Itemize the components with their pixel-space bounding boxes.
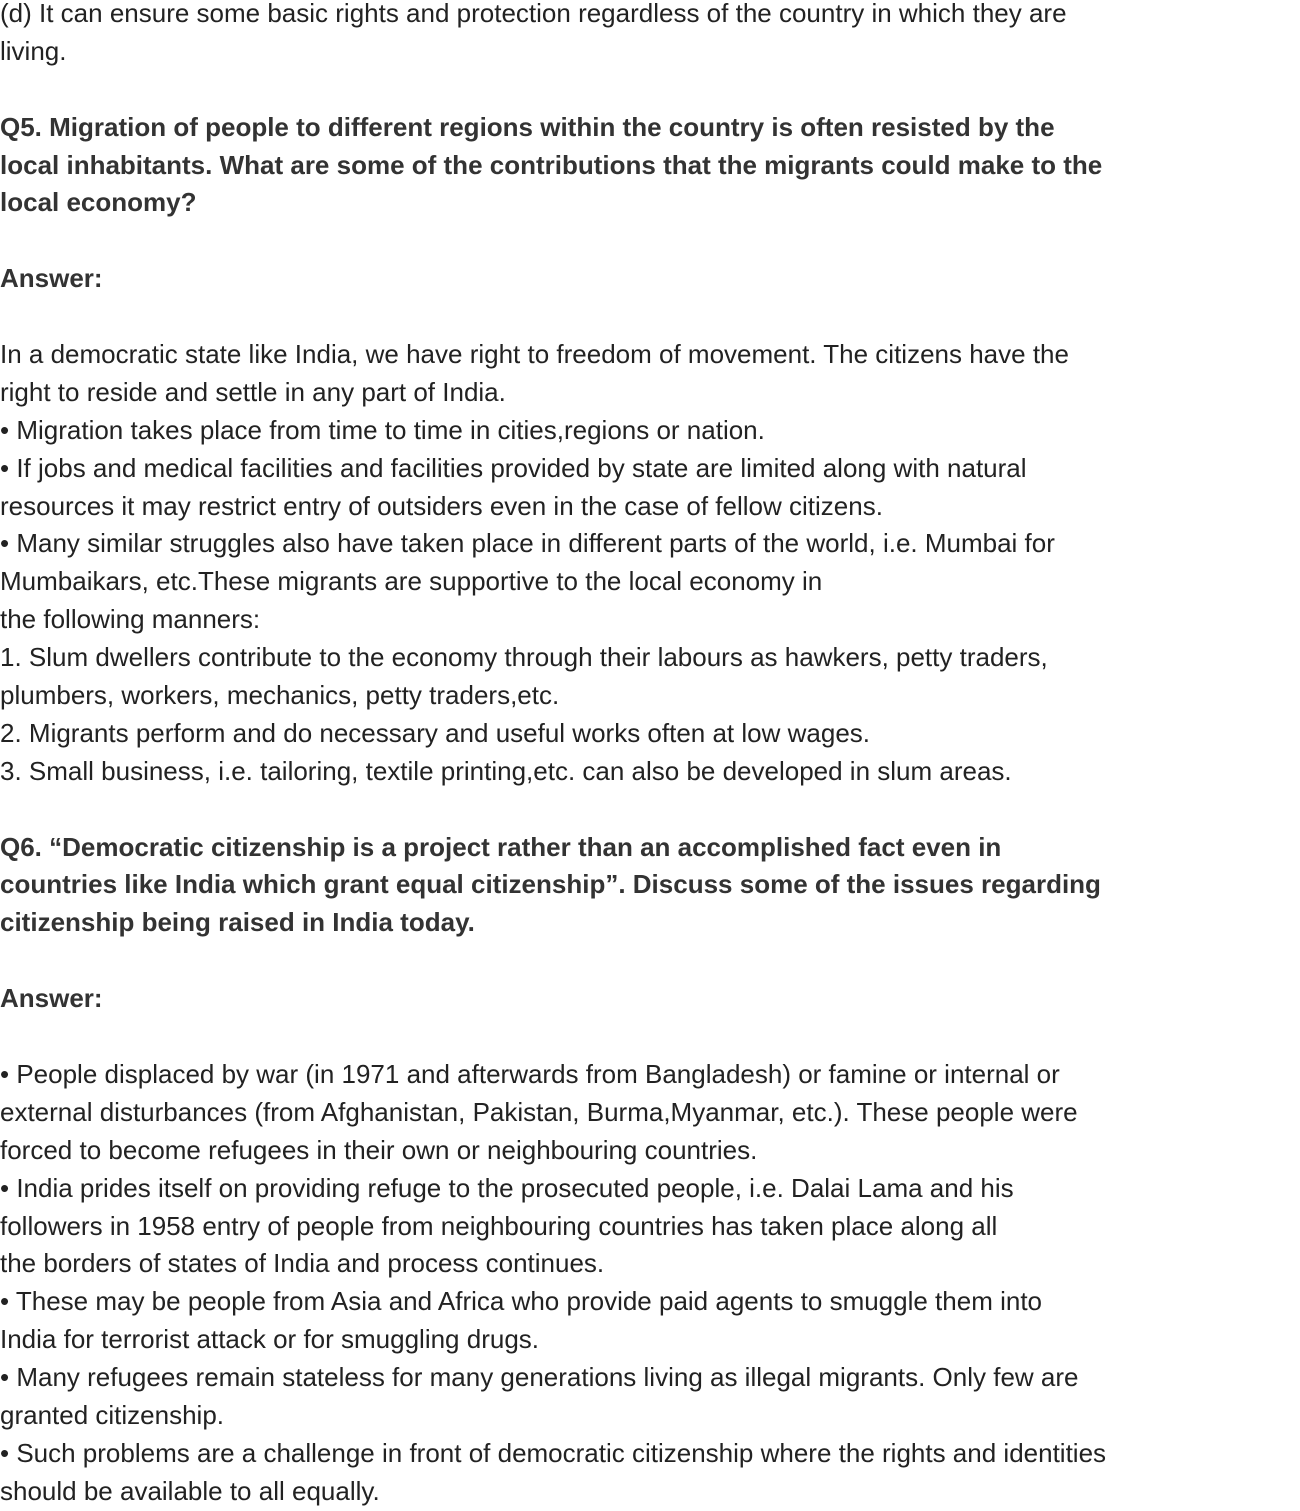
text-line: 1. Slum dwellers contribute to the economy through their labours as hawkers, petty traders, [0, 642, 1048, 673]
text-line: Mumbaikars, etc.These migrants are supportive to the local economy in [0, 566, 823, 597]
text-line: the borders of states of India and process continues. [0, 1248, 605, 1279]
text-line: India for terrorist attack or for smuggling drugs. [0, 1324, 540, 1355]
question-block [0, 829, 1300, 943]
text-line: Q5. Migration of people to different regions within the country is often resisted by the [0, 111, 1055, 142]
paragraph-spacer [0, 298, 1300, 336]
text-line: 3. Small business, i.e. tailoring, textile printing,etc. can also be developed in slum areas. [0, 755, 1012, 786]
paragraph-spacer [0, 791, 1300, 829]
paragraph [0, 1056, 1300, 1511]
paragraph [0, 0, 1300, 71]
text-line: • If jobs and medical facilities and facilities provided by state are limited along with natural [0, 452, 1027, 483]
text-line: followers in 1958 entry of people from neighbouring countries has taken place along all [0, 1210, 998, 1241]
text-line: • Many similar struggles also have taken place in different parts of the world, i.e. Mumbai for [0, 528, 1055, 559]
text-line: Answer: [0, 983, 103, 1014]
text-line: should be available to all equally. [0, 1475, 380, 1506]
text-line: granted citizenship. [0, 1399, 225, 1430]
text-line: • Many refugees remain stateless for many generations living as illegal migrants. Only few are [0, 1362, 1079, 1393]
text-line: plumbers, workers, mechanics, petty traders,etc. [0, 680, 560, 711]
text-line: resources it may restrict entry of outsiders even in the case of fellow citizens. [0, 490, 883, 521]
text-line: the following manners: [0, 604, 261, 635]
text-line: In a democratic state like India, we have right to freedom of movement. The citizens have the [0, 339, 1069, 370]
text-line: • People displaced by war (in 1971 and afterwards from Bangladesh) or famine or internal or [0, 1058, 1060, 1089]
text-line: (d) It can ensure some basic rights and protection regardless of the country in which they are [0, 0, 1067, 28]
paragraph [0, 336, 1300, 791]
text-line: • India prides itself on providing refuge to the prosecuted people, i.e. Dalai Lama and his [0, 1172, 1014, 1203]
text-line: external disturbances (from Afghanistan, Pakistan, Burma,Myanmar, etc.). These people were [0, 1096, 1078, 1127]
paragraph-spacer [0, 1018, 1300, 1056]
text-line: countries like India which grant equal citizenship”. Discuss some of the issues regarding [0, 869, 1101, 900]
paragraph-spacer [0, 942, 1300, 980]
text-line: forced to become refugees in their own or neighbouring countries. [0, 1134, 758, 1165]
text-line: • Migration takes place from time to time in cities,regions or nation. [0, 414, 765, 445]
text-line: citizenship being raised in India today. [0, 907, 475, 938]
text-line: living. [0, 35, 67, 66]
answer-heading [0, 260, 1300, 298]
paragraph-spacer [0, 71, 1300, 109]
text-line: • These may be people from Asia and Africa who provide paid agents to smuggle them into [0, 1286, 1043, 1317]
text-line: Answer: [0, 263, 103, 294]
text-line: right to reside and settle in any part of India. [0, 376, 506, 407]
answer-heading [0, 980, 1300, 1018]
paragraph-spacer [0, 222, 1300, 260]
question-block [0, 109, 1300, 223]
text-line: Q6. “Democratic citizenship is a project rather than an accomplished fact even in [0, 831, 1002, 862]
text-line: • Such problems are a challenge in front of democratic citizenship where the rights and identities [0, 1437, 1107, 1468]
text-line: local economy? [0, 187, 197, 218]
text-line: 2. Migrants perform and do necessary and useful works often at low wages. [0, 717, 870, 748]
text-line: local inhabitants. What are some of the contributions that the migrants could make to the [0, 149, 1103, 180]
